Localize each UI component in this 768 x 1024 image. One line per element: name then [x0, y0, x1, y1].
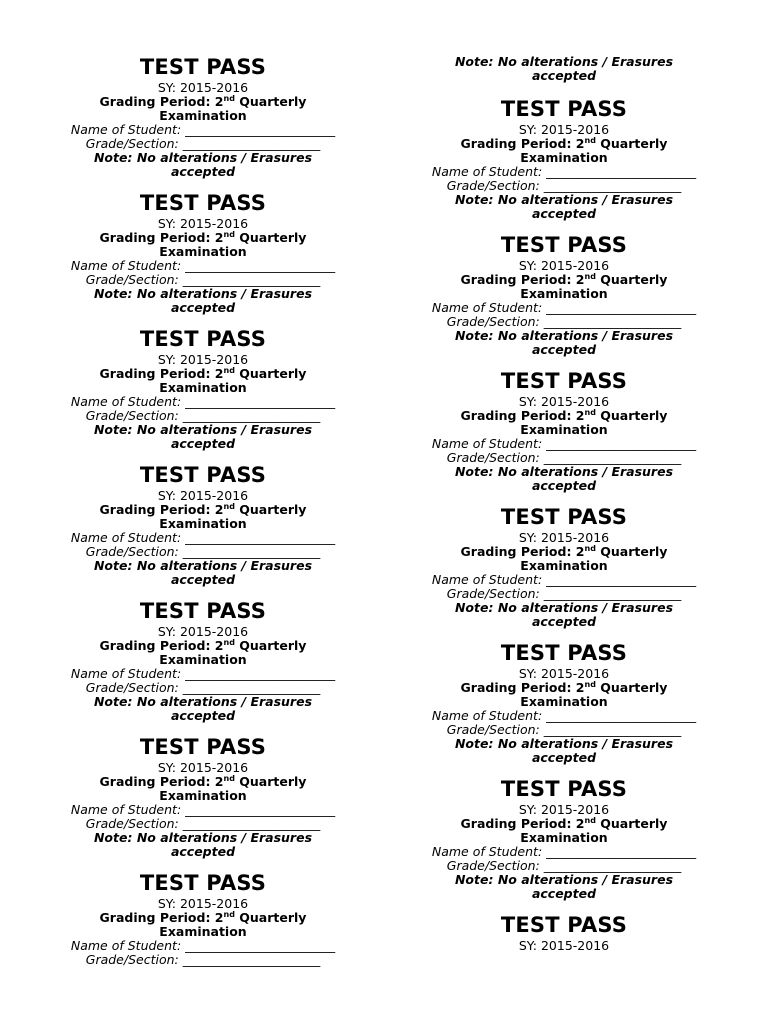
- grading-period: Grading Period: 2nd Quarterly: [99, 502, 307, 517]
- school-year: SY: 2015-2016: [157, 216, 249, 231]
- note-line: Note: No alterations / Erasures: [454, 736, 674, 751]
- pass-title: TEST PASS: [500, 505, 628, 529]
- pass-title: TEST PASS: [500, 777, 628, 801]
- note-line: Note: No alterations / Erasures: [93, 558, 313, 573]
- pass-title: TEST PASS: [139, 191, 267, 215]
- grading-period: Grading Period: 2nd Quarterly: [99, 230, 307, 245]
- grade-section-field: Grade/Section: ______________________: [446, 450, 682, 465]
- school-year: SY: 2015-2016: [157, 624, 249, 639]
- school-year: SY: 2015-2016: [518, 938, 610, 953]
- grade-section-field: Grade/Section: ______________________: [85, 408, 321, 423]
- pass-title: TEST PASS: [139, 599, 267, 623]
- note-line: Note: No alterations / Erasures: [454, 192, 674, 207]
- grade-section-field: Grade/Section: ______________________: [446, 722, 682, 737]
- name-of-student-field: Name of Student: ________________________: [70, 938, 336, 953]
- grading-period-exam: Examination: [159, 652, 247, 667]
- name-of-student-field: Name of Student: ________________________: [70, 258, 336, 273]
- grade-section-field: Grade/Section: ______________________: [85, 136, 321, 151]
- test-pass-card: [38, 735, 368, 871]
- pass-title: TEST PASS: [139, 327, 267, 351]
- grade-section-field: Grade/Section: ______________________: [446, 586, 682, 601]
- test-pass-card: [38, 463, 368, 599]
- school-year: SY: 2015-2016: [157, 896, 249, 911]
- note-accepted: accepted: [531, 750, 597, 765]
- name-of-student-field: Name of Student: ________________________: [70, 530, 336, 545]
- grading-period: Grading Period: 2nd Quarterly: [460, 136, 668, 151]
- grading-period: Grading Period: 2nd Quarterly: [99, 638, 307, 653]
- grading-period-exam: Examination: [520, 422, 608, 437]
- test-pass-card: [38, 55, 368, 191]
- test-pass-card: [399, 233, 729, 369]
- note-accepted: accepted: [531, 614, 597, 629]
- test-pass-card: [399, 505, 729, 641]
- grading-period-exam: Examination: [520, 694, 608, 709]
- grading-period: Grading Period: 2nd Quarterly: [99, 774, 307, 789]
- pass-title: TEST PASS: [500, 369, 628, 393]
- test-pass-card: [399, 369, 729, 505]
- continued-note: [399, 55, 729, 97]
- grading-period: Grading Period: 2nd Quarterly: [99, 910, 307, 925]
- grading-period-exam: Examination: [159, 244, 247, 259]
- school-year: SY: 2015-2016: [157, 488, 249, 503]
- name-of-student-field: Name of Student: ________________________: [431, 708, 697, 723]
- grade-section-field: Grade/Section: ______________________: [85, 544, 321, 559]
- note-accepted: accepted: [170, 572, 236, 587]
- grade-section-field: Grade/Section: ______________________: [85, 816, 321, 831]
- grading-period: Grading Period: 2nd Quarterly: [460, 680, 668, 695]
- pass-title: TEST PASS: [500, 913, 628, 937]
- note-line: Note: No alterations / Erasures: [454, 464, 674, 479]
- note-accepted: accepted: [531, 478, 597, 493]
- grade-section-field: Grade/Section: ______________________: [85, 680, 321, 695]
- note-accepted: accepted: [531, 886, 597, 901]
- pass-title: TEST PASS: [500, 641, 628, 665]
- name-of-student-field: Name of Student: ________________________: [70, 394, 336, 409]
- note-line: Note: No alterations / Erasures: [454, 872, 674, 887]
- grade-section-field: Grade/Section: ______________________: [85, 272, 321, 287]
- note-accepted: accepted: [170, 300, 236, 315]
- name-of-student-field: Name of Student: ________________________: [70, 666, 336, 681]
- note-accepted: accepted: [170, 164, 236, 179]
- name-of-student-field: Name of Student: ________________________: [431, 844, 697, 859]
- name-of-student-field: Name of Student: ________________________: [70, 122, 336, 137]
- pass-title: TEST PASS: [139, 735, 267, 759]
- note-accepted: accepted: [531, 68, 597, 83]
- name-of-student-field: Name of Student: ________________________: [431, 164, 697, 179]
- grading-period-exam: Examination: [159, 788, 247, 803]
- school-year: SY: 2015-2016: [518, 530, 610, 545]
- test-pass-card: [399, 641, 729, 777]
- grading-period-exam: Examination: [520, 830, 608, 845]
- grading-period-exam: Examination: [520, 150, 608, 165]
- school-year: SY: 2015-2016: [518, 802, 610, 817]
- test-pass-card: [38, 871, 368, 971]
- grading-period-exam: Examination: [520, 558, 608, 573]
- grading-period: Grading Period: 2nd Quarterly: [99, 366, 307, 381]
- school-year: SY: 2015-2016: [157, 760, 249, 775]
- grade-section-field: Grade/Section: ______________________: [446, 314, 682, 329]
- school-year: SY: 2015-2016: [518, 394, 610, 409]
- note-line: Note: No alterations / Erasures: [454, 600, 674, 615]
- pass-title: TEST PASS: [500, 97, 628, 121]
- name-of-student-field: Name of Student: ________________________: [431, 572, 697, 587]
- grading-period-exam: Examination: [159, 516, 247, 531]
- grade-section-field: Grade/Section: ______________________: [446, 178, 682, 193]
- grade-section-field: Grade/Section: ______________________: [85, 952, 321, 967]
- test-pass-card: [38, 327, 368, 463]
- note-line: Note: No alterations / Erasures: [454, 328, 674, 343]
- school-year: SY: 2015-2016: [518, 122, 610, 137]
- test-pass-card: [38, 191, 368, 327]
- test-pass-card: [399, 913, 729, 1013]
- test-pass-card: [399, 97, 729, 233]
- grade-section-field: Grade/Section: ______________________: [446, 858, 682, 873]
- school-year: SY: 2015-2016: [518, 258, 610, 273]
- grading-period-exam: Examination: [520, 286, 608, 301]
- note-accepted: accepted: [170, 708, 236, 723]
- pass-title: TEST PASS: [139, 871, 267, 895]
- grading-period-exam: Examination: [159, 380, 247, 395]
- note-accepted: accepted: [170, 844, 236, 859]
- note-line: Note: No alterations / Erasures: [93, 694, 313, 709]
- test-pass-card: [38, 599, 368, 735]
- name-of-student-field: Name of Student: ________________________: [431, 300, 697, 315]
- school-year: SY: 2015-2016: [157, 352, 249, 367]
- name-of-student-field: Name of Student: ________________________: [431, 436, 697, 451]
- name-of-student-field: Name of Student: ________________________: [70, 802, 336, 817]
- grading-period: Grading Period: 2nd Quarterly: [99, 94, 307, 109]
- note-line: Note: No alterations / Erasures: [93, 422, 313, 437]
- school-year: SY: 2015-2016: [157, 80, 249, 95]
- grading-period: Grading Period: 2nd Quarterly: [460, 544, 668, 559]
- school-year: SY: 2015-2016: [518, 666, 610, 681]
- pass-title: TEST PASS: [139, 463, 267, 487]
- note-line: Note: No alterations / Erasures: [93, 286, 313, 301]
- grading-period: Grading Period: 2nd Quarterly: [460, 408, 668, 423]
- grading-period: Grading Period: 2nd Quarterly: [460, 272, 668, 287]
- grading-period: Grading Period: 2nd Quarterly: [460, 816, 668, 831]
- note-accepted: accepted: [531, 342, 597, 357]
- note-accepted: accepted: [170, 436, 236, 451]
- pass-title: TEST PASS: [500, 233, 628, 257]
- note-accepted: accepted: [531, 206, 597, 221]
- grading-period-exam: Examination: [159, 924, 247, 939]
- note-line: Note: No alterations / Erasures: [93, 830, 313, 845]
- note-line: Note: No alterations / Erasures: [454, 54, 674, 69]
- note-line: Note: No alterations / Erasures: [93, 150, 313, 165]
- grading-period-exam: Examination: [159, 108, 247, 123]
- test-pass-card: [399, 777, 729, 913]
- pass-title: TEST PASS: [139, 55, 267, 79]
